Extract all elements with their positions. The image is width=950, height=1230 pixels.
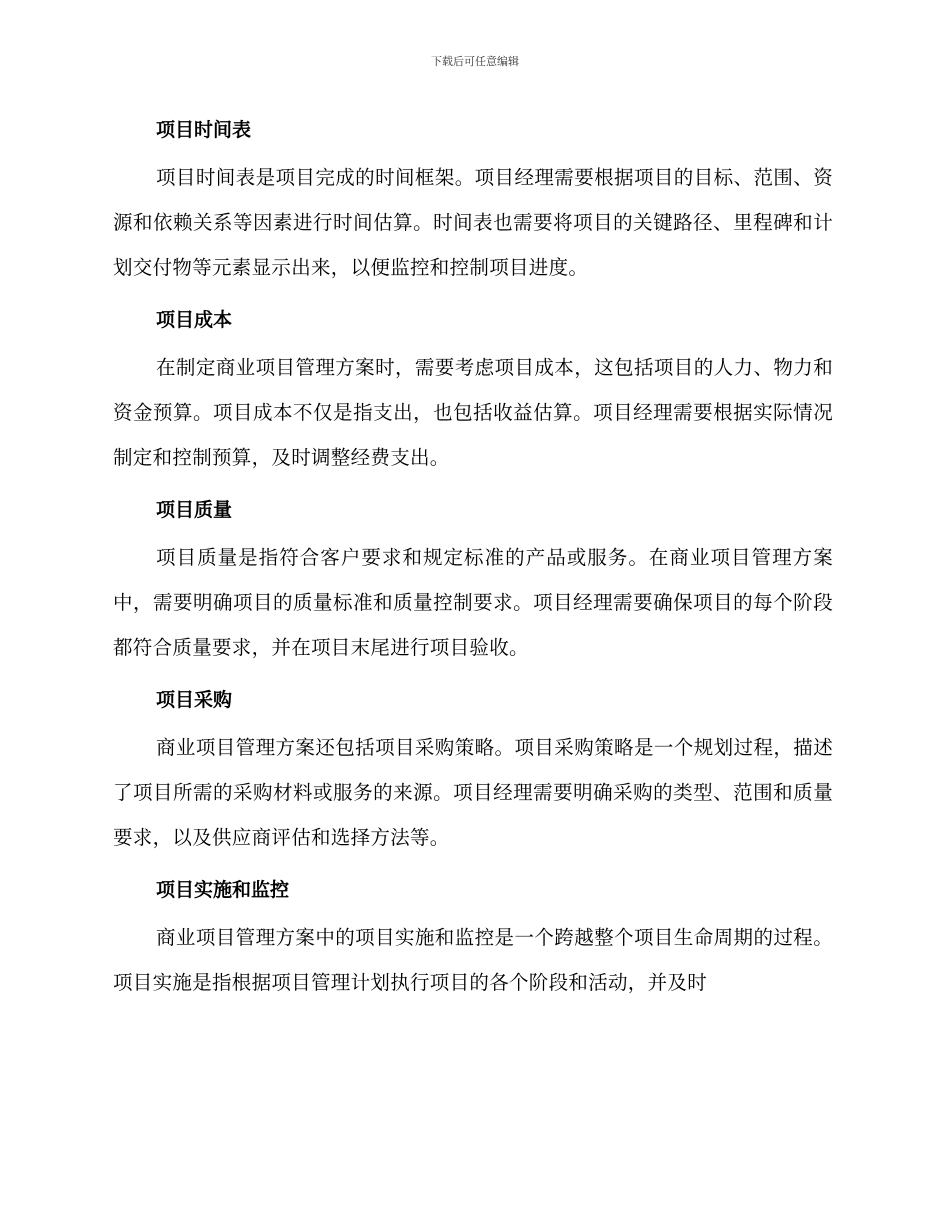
section-cost [113,302,833,480]
section-schedule [113,112,833,290]
section-paragraph: 商业项目管理方案还包括项目采购策略。项目采购策略是一个规划过程，描述了项目所需的采购材料或服务的来源。项目经理需要明确采购的类型、范围和质量要求，以及供应商评估和选择方法等。 [113,736,833,849]
section-heading: 项目时间表 [156,119,252,141]
section-paragraph: 在制定商业项目管理方案时，需要考虑项目成本，这包括项目的人力、物力和资金预算。项目成本不仅是指支出，也包括收益估算。项目经理需要根据实际情况制定和控制预算，及时调整经费支出。 [113,356,833,469]
section-implementation [113,872,833,1005]
section-heading: 项目质量 [156,499,233,521]
section-procurement [113,682,833,860]
section-paragraph: 项目质量是指符合客户要求和规定标准的产品或服务。在商业项目管理方案中，需要明确项目的质量标准和质量控制要求。项目经理需要确保项目的每个阶段都符合质量要求，并在项目末尾进行项目验收。 [113,546,833,659]
section-heading: 项目实施和监控 [156,879,290,901]
document-body [113,112,833,1017]
section-quality [113,492,833,670]
section-heading: 项目采购 [156,689,233,711]
section-paragraph: 商业项目管理方案中的项目实施和监控是一个跨越整个项目生命周期的过程。项目实施是指根据项目管理计划执行项目的各个阶段和活动，并及时 [113,926,833,994]
page-header: 下载后可任意编辑 [431,55,519,68]
section-heading: 项目成本 [156,309,233,331]
section-paragraph: 项目时间表是项目完成的时间框架。项目经理需要根据项目的目标、范围、资源和依赖关系等因素进行时间估算。时间表也需要将项目的关键路径、里程碑和计划交付物等元素显示出来，以便监控和控制项目进度。 [113,166,833,279]
